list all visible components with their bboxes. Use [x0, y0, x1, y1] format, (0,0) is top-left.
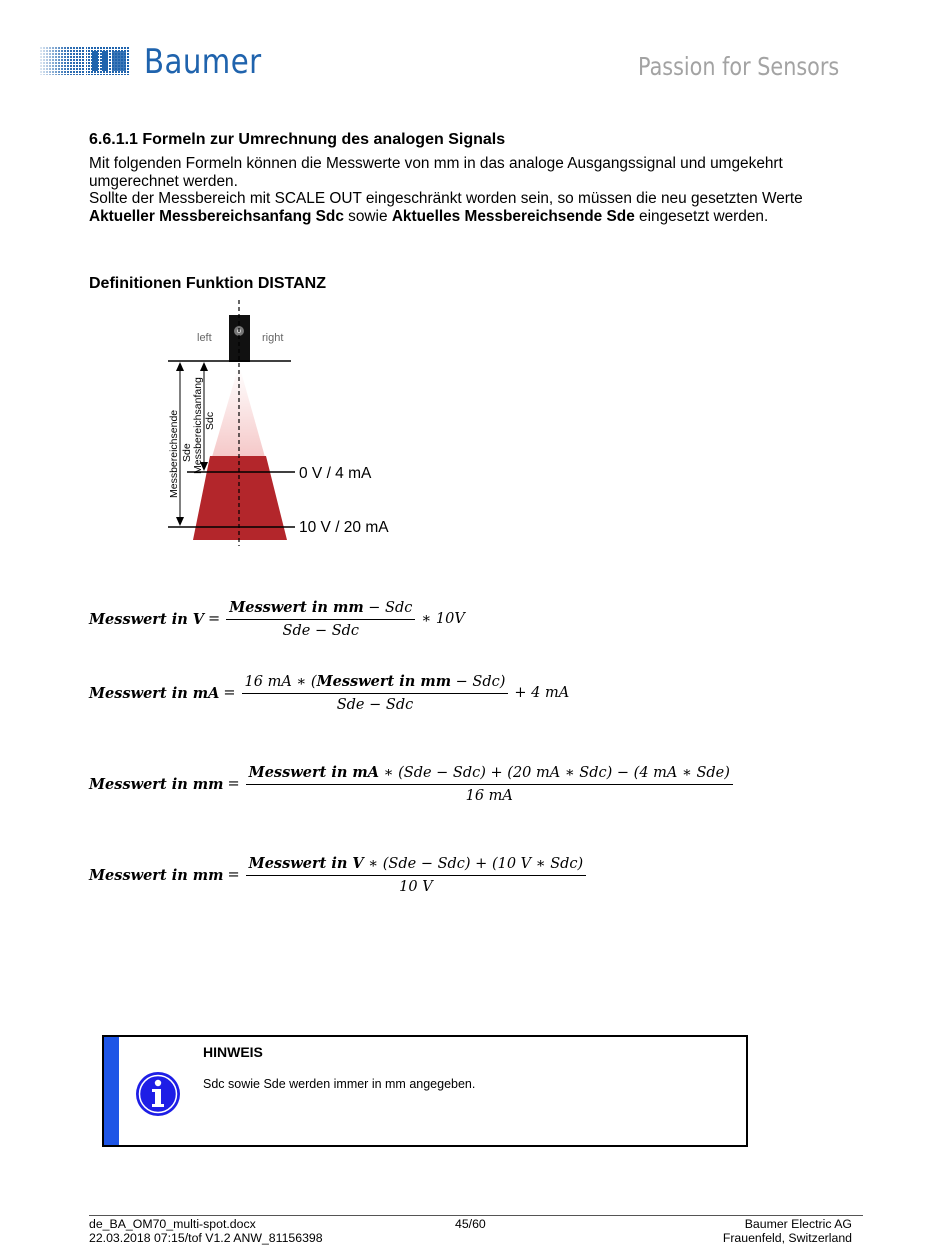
- distance-diagram: [150, 300, 410, 550]
- equals-sign: =: [227, 776, 240, 792]
- denominator: Sde − Sdc: [336, 697, 414, 713]
- numerator: [242, 673, 509, 694]
- denominator: 10 V: [399, 879, 433, 895]
- numerator-rest: ∗ (Sde − Sdc) + (20 mA ∗ Sdc) − (4 mA ∗ Sde): [379, 765, 730, 781]
- formula-lhs: Messwert in mm: [89, 866, 224, 884]
- fraction: [242, 673, 509, 713]
- equals-sign: =: [223, 685, 236, 701]
- text-run: sowie: [343, 207, 392, 225]
- sdc-label: Messbereichsanfang: [192, 377, 204, 474]
- formula-mm-from-ma: [89, 764, 735, 804]
- right-label: right: [262, 332, 284, 344]
- definitions-title: Definitionen Funktion DISTANZ: [89, 275, 327, 292]
- equals-sign: =: [208, 611, 221, 627]
- formula-lhs: Messwert in mA: [89, 684, 220, 702]
- sdc-symbol: Sdc: [204, 411, 216, 430]
- footer-location: Frauenfeld, Switzerland: [722, 1231, 852, 1245]
- formula-tail: ∗ 10V: [421, 611, 465, 627]
- footer-right: [723, 1217, 852, 1245]
- footer-meta: 22.03.2018 07:15/tof V1.2 ANW_81156398: [89, 1231, 323, 1245]
- note-box: [102, 1035, 748, 1147]
- sde-label: Messbereichsende: [168, 409, 180, 498]
- level-high-label: 10 V / 20 mA: [299, 519, 389, 536]
- formula-tail: + 4 mA: [514, 685, 570, 701]
- footer-divider: [89, 1215, 863, 1216]
- text-run: eingesetzt werden.: [634, 207, 769, 225]
- denominator: Sde − Sdc: [282, 623, 360, 639]
- numerator-rest: − Sdc: [363, 600, 413, 616]
- sdc-term: Aktueller Messbereichsanfang Sdc: [89, 207, 344, 225]
- numerator-pre: 16 mA ∗ (: [244, 674, 317, 690]
- formula-lhs: Messwert in V: [89, 610, 205, 628]
- fraction: [246, 855, 587, 895]
- tagline: Passion for Sensors: [638, 52, 840, 81]
- sde-symbol: Sde: [181, 443, 193, 462]
- section-title: 6.6.1.1 Formeln zur Umrechnung des analogen Signals: [89, 131, 506, 148]
- formula-milliamp: [89, 673, 569, 713]
- note-accent-bar: [104, 1037, 119, 1145]
- level-low-label: 0 V / 4 mA: [299, 465, 372, 482]
- paragraph-line-1: Mit folgenden Formeln können die Messwerte von mm in das analoge Ausgangssignal und umgekehrt umgerechnet werden.: [89, 155, 783, 190]
- denominator: 16 mA: [465, 788, 513, 804]
- fraction: [246, 764, 733, 804]
- formula-mm-from-v: [89, 855, 588, 895]
- numerator: [246, 764, 733, 785]
- note-title: HINWEIS: [203, 1044, 263, 1060]
- fraction: [226, 599, 415, 639]
- text-run: Sollte der Messbereich mit SCALE OUT eingeschränkt worden sein, so müssen die neu gesetzten Werte: [89, 190, 803, 207]
- info-icon: [135, 1071, 181, 1117]
- numerator-bold: Messwert in mA: [248, 764, 380, 781]
- numerator-rest: ∗ (Sde − Sdc) + (10 V ∗ Sdc): [363, 856, 584, 872]
- paragraph-line-2: [89, 190, 849, 225]
- section-paragraph: [89, 155, 849, 225]
- numerator: [226, 599, 415, 620]
- left-label: left: [197, 332, 212, 344]
- numerator-bold: Messwert in mm: [229, 599, 364, 616]
- numerator: [246, 855, 587, 876]
- numerator-rest: − Sdc): [451, 674, 506, 690]
- footer-company: Baumer Electric AG: [744, 1217, 852, 1231]
- footer-filename: de_BA_OM70_multi-spot.docx: [89, 1217, 256, 1231]
- footer-left: [89, 1217, 323, 1245]
- note-text: Sdc sowie Sde werden immer in mm angegeben.: [203, 1077, 476, 1091]
- footer-page-number: 45/60: [455, 1217, 486, 1231]
- numerator-bold: Messwert in V: [248, 855, 364, 872]
- sde-term: Aktuelles Messbereichsende Sde: [391, 207, 635, 225]
- formula-volt: [89, 599, 465, 639]
- formula-lhs: Messwert in mm: [89, 775, 224, 793]
- brand-name: Baumer: [144, 42, 262, 82]
- numerator-bold: Messwert in mm: [316, 673, 452, 690]
- baumer-logo-grid-icon: [40, 47, 130, 75]
- equals-sign: =: [227, 867, 240, 883]
